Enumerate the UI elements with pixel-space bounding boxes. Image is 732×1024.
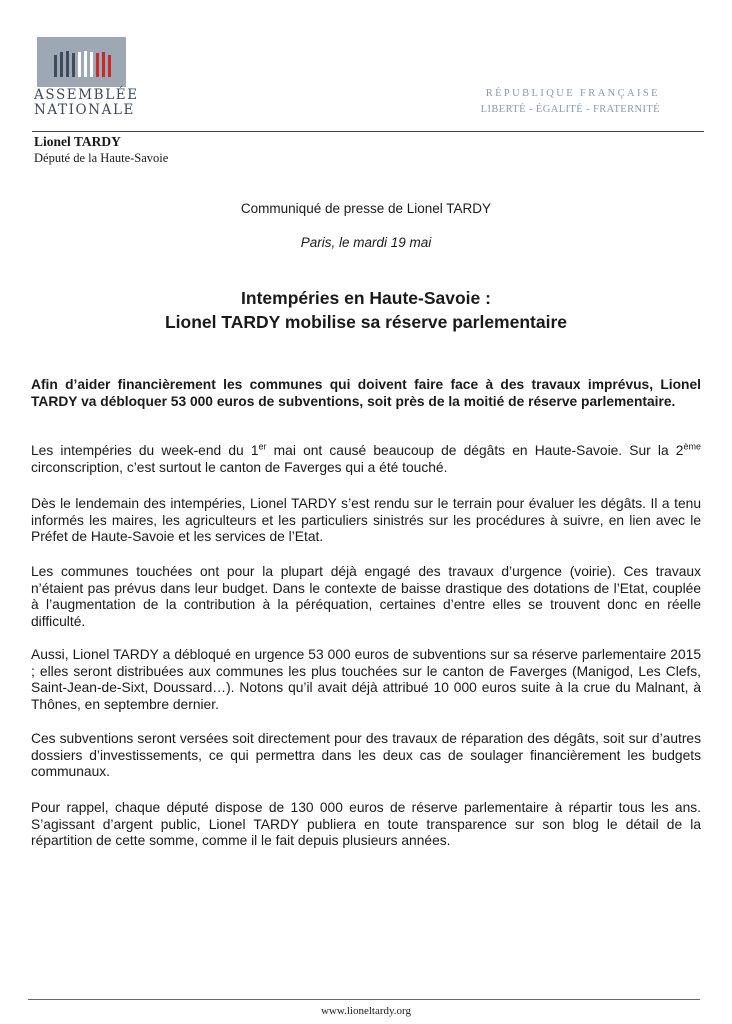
lead-paragraph: Afin d’aider financièrement les communes qui doivent faire face à des travaux imprévus, Lionel TARDY va débloquer 53 000 euros de subventions, soit près de la moitié de réserve parlementaire. [31, 377, 701, 409]
paragraph-6: Pour rappel, chaque député dispose de 130 000 euros de réserve parlementaire à répartir tous les ans. S’agissant d’argent public, Lionel TARDY publiera en toute transparence sur son blog le détail de la répartition de cette somme, comme il le fait depuis plusieurs années. [31, 800, 701, 849]
paragraph-3: Les communes touchées ont pour la plupart déjà engagé des travaux d’urgence (voirie). Ces travaux n’étaient pas prévus dans leur budget. Dans le contexte de baisse drastique des dotations de l’Etat, couplée à l’augmentation de la contribution à la péréquation, certaines d’entre elles se trouvent donc en réelle difficulté. [31, 564, 701, 629]
logo-text-line1: ASSEMBLÉE [34, 87, 139, 103]
paragraph-5: Ces subventions seront versées soit directement pour des travaux de réparation des dégâts, soit sur d’autres dossiers d’investissements, ce qui permettra dans les deux cas de soulager financièrement les budgets communaux. [31, 731, 701, 780]
author-role: Député de la Haute-Savoie [34, 151, 169, 165]
footer-divider [28, 999, 700, 1000]
headline-line2: Lionel TARDY mobilise sa réserve parlementaire [164, 312, 567, 332]
logo-text-line2: NATIONALE [34, 102, 136, 118]
paragraph-4: Aussi, Lionel TARDY a débloqué en urgence 53 000 euros de subventions sur sa réserve parlementaire 2015 ; elles seront distribuées aux communes les plus touchées sur le canton de Faverges (Manigod, Les Clefs, Saint-Jean-de-Sixt, Doussard…). Notons qu’il avait déjà attribué 10 000 euros suite à la crue du Malnant, à Thônes, en septembre dernier. [31, 647, 701, 712]
paragraph-1 [31, 443, 701, 476]
republic-motto: LIBERTÉ - ÉGALITÉ - FRATERNITÉ [480, 104, 660, 115]
author-name: Lionel TARDY [34, 134, 121, 149]
assemblee-nationale-logo [37, 37, 126, 87]
header-divider [32, 131, 704, 132]
dateline: Paris, le mardi 19 mai [300, 235, 432, 250]
republique-francaise: RÉPUBLIQUE FRANÇAISE [485, 88, 660, 99]
paragraph-1-text-a: Les intempéries du week-end du 1 [31, 443, 259, 458]
superscript-er: er [258, 441, 267, 452]
paragraph-2: Dès le lendemain des intempéries, Lionel TARDY s’est rendu sur le terrain pour évaluer les dégâts. Il a tenu informés les maires, les agriculteurs et les particuliers sinistrés sur les procédures à suivre, en lien avec le Préfet de Haute-Savoie et les services de l’Etat. [31, 496, 701, 545]
headline-line1: Intempéries en Haute-Savoie : [241, 288, 491, 308]
paragraph-1-text-b: mai ont causé beaucoup de dégâts en Haute-Savoie. Sur la 2 [266, 443, 684, 458]
superscript-eme: ème [683, 441, 701, 452]
hemicycle-icon [37, 37, 126, 87]
communique-label: Communiqué de presse de Lionel TARDY [240, 201, 492, 216]
paragraph-1-text-c: circonscription, c’est surtout le canton de Faverges qui a été touché. [31, 459, 448, 475]
footer-website[interactable]: www.lioneltardy.org [320, 1005, 412, 1017]
